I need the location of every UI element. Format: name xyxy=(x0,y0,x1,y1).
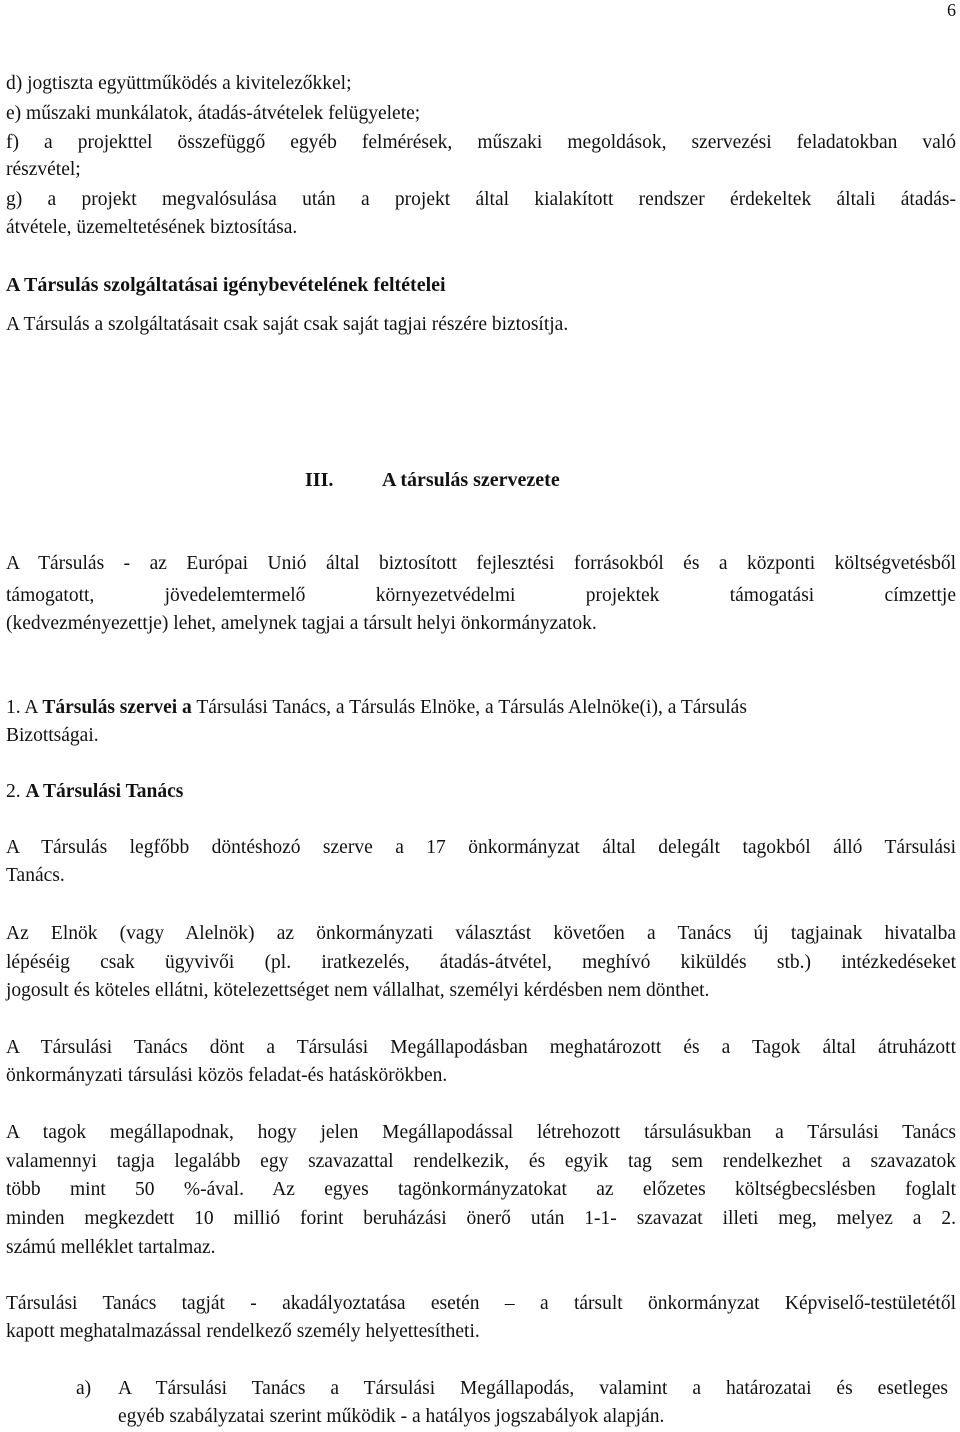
members-paragraph-line5: számú melléklet tartalmaz. xyxy=(6,1237,216,1258)
intro-paragraph-line2: támogatott, jövedelemtermelő környezetvédelmi projektek támogatási címzettje xyxy=(6,585,956,606)
page-number: 6 xyxy=(947,0,956,20)
item-2-heading xyxy=(6,782,956,802)
substitute-paragraph-line1: Társulási Tanács tagját - akadályoztatása esetén – a társult önkormányzat Képviselő-testületétől xyxy=(6,1293,956,1314)
list-item-e: e) műszaki munkálatok, átadás-átvételek felügyelete; xyxy=(6,103,421,124)
services-text: A Társulás a szolgáltatásait csak saját csak saját tagjai részére biztosítja. xyxy=(6,314,569,335)
members-paragraph-line3: több mint 50 %-ával. Az egyes tagönkormányzatokat az előzetes költségbecslésben foglalt xyxy=(6,1179,956,1200)
decides-paragraph-line1: A Társulási Tanács dönt a Társulási Megállapodásban meghatározott és a Tagok által átruházott xyxy=(6,1037,956,1058)
list-item-f-line1: f) a projekttel összefüggő egyéb felmérések, műszaki megoldások, szervezési feladatokban való xyxy=(6,132,956,153)
members-paragraph-line2: valamennyi tagja legalább egy szavazattal rendelkezik, és egyik tag sem rendelkezhet a szavazatok xyxy=(6,1151,956,1172)
item-2-prefix: 2. xyxy=(6,781,26,802)
item-2-bold: A Társulási Tanács xyxy=(25,781,184,802)
president-paragraph-line3: jogosult és köteles ellátni, kötelezettséget nem vállalhat, személyi kérdésben nem dönthet. xyxy=(6,980,710,1001)
item-1-prefix: 1. A xyxy=(6,697,43,718)
list-item-g-line2: átvétele, üzemeltetésének biztosítása. xyxy=(6,217,298,238)
substitute-paragraph-line2: kapott meghatalmazással rendelkező személy helyettesítheti. xyxy=(6,1321,480,1342)
members-paragraph-line4: minden megkezdett 10 millió forint beruházási önerő után 1-1- szavazat illeti meg, melyez a 2. xyxy=(6,1208,956,1229)
section-number: III. xyxy=(305,469,334,491)
item-a-line1: A Társulási Tanács a Társulási Megállapodás, valamint a határozatai és esetleges xyxy=(118,1378,948,1399)
item-1-line1 xyxy=(6,698,956,718)
list-item-d: d) jogtiszta együttműködés a kivitelezőkkel; xyxy=(6,73,352,94)
intro-paragraph-line1: A Társulás - az Európai Unió által biztosított fejlesztési forrásokból és a központi költségvetésből xyxy=(6,553,956,574)
president-paragraph-line1: Az Elnök (vagy Alelnök) az önkormányzati választást követően a Tanács új tagjainak hivatalba xyxy=(6,923,956,944)
list-item-f-line2: részvétel; xyxy=(6,159,81,180)
item-1-line2: Bizottságai. xyxy=(6,725,99,746)
item-1-rest: Társulási Tanács, a Társulás Elnöke, a Társulás Alelnöke(i), a Társulás xyxy=(191,697,747,718)
intro-paragraph-line3: (kedvezményezettje) lehet, amelynek tagjai a társult helyi önkormányzatok. xyxy=(6,613,597,634)
services-heading: A Társulás szolgáltatásai igénybevételének feltételei xyxy=(6,274,446,296)
members-paragraph-line1: A tagok megállapodnak, hogy jelen Megállapodással létrehozott társulásukban a Társulási Tanács xyxy=(6,1122,956,1143)
council-paragraph-line1: A Társulás legfőbb döntéshozó szerve a 17 önkormányzat által delegált tagokból álló Társulási xyxy=(6,837,956,858)
list-item-g-line1: g) a projekt megvalósulása után a projekt által kialakított rendszer érdekeltek általi átadás- xyxy=(6,189,956,210)
item-1-bold: Társulás szervei a xyxy=(42,697,192,718)
section-title: A társulás szervezete xyxy=(382,469,560,491)
council-paragraph-line2: Tanács. xyxy=(6,865,65,886)
president-paragraph-line2: lépéséig csak ügyvivői (pl. iratkezelés, átadás-átvétel, meghívó kiküldés stb.) intézkedéseket xyxy=(6,952,956,973)
item-a-marker: a) xyxy=(76,1378,92,1399)
item-a-line2: egyéb szabályzatai szerint működik - a hatályos jogszabályok alapján. xyxy=(118,1406,665,1427)
decides-paragraph-line2: önkormányzati társulási közös feladat-és hatáskörökben. xyxy=(6,1065,448,1086)
